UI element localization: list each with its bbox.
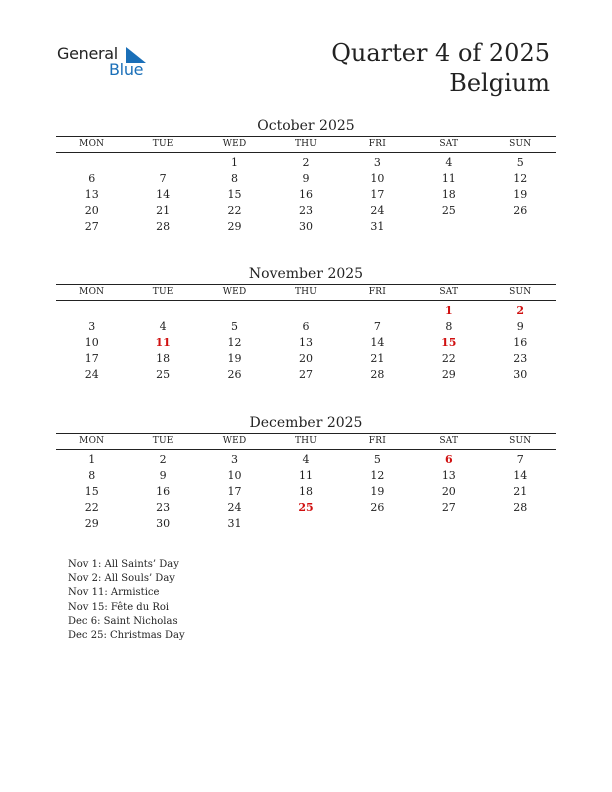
weekday-label: THU [294,287,317,297]
empty-day-cell [270,303,341,319]
weekday-label: SUN [509,436,532,446]
month-october [56,116,556,235]
day-cell: 3 [231,453,239,466]
day-cell: 23 [513,352,528,365]
weekday-header [56,285,556,301]
logo-word-general: General [57,44,118,63]
day-cell: 10 [84,336,99,349]
empty-day-cell [56,303,127,319]
day-cell: 15 [227,188,242,201]
day-cell: 1 [231,156,239,169]
empty-day-cell [485,219,556,235]
day-cell: 8 [231,172,239,185]
day-cell: 19 [513,188,528,201]
day-cell: 26 [227,368,242,381]
day-cell: 24 [227,501,242,514]
empty-day-cell [199,303,270,319]
holiday-list-item: Nov 1: All Saints’ Day [68,559,179,570]
week-row [56,187,556,203]
day-cell: 14 [513,469,528,482]
week-row [56,367,556,383]
weekday-label: FRI [368,287,386,297]
day-cell: 12 [227,336,242,349]
day-cell: 18 [298,485,313,498]
day-cell: 16 [298,188,313,201]
day-cell: 3 [88,320,96,333]
day-cell: 14 [156,188,171,201]
day-cell: 21 [156,204,171,217]
week-row [56,516,556,532]
empty-day-cell [127,303,198,319]
empty-day-cell [413,516,484,532]
week-row [56,468,556,484]
day-cell: 19 [227,352,242,365]
month-december [56,413,556,532]
day-cell: 12 [370,469,385,482]
holiday-list-item: Dec 25: Christmas Day [68,630,185,642]
weekday-label: SAT [439,139,459,149]
day-cell: 3 [373,156,381,169]
day-cell: 18 [156,352,171,365]
day-cell: 4 [159,320,167,333]
generalblue-logo [57,44,157,84]
day-cell: 8 [445,320,453,333]
day-cell: 16 [156,485,171,498]
holiday-list [68,558,185,643]
logo-word-blue: Blue [109,60,144,79]
day-cell: 27 [84,220,99,233]
week-row [56,500,556,516]
day-cell: 18 [441,188,456,201]
week-row [56,335,556,351]
day-cell: 5 [516,156,524,169]
weekday-label: THU [294,436,317,446]
day-cell: 9 [302,172,310,185]
day-cell: 5 [231,320,239,333]
month-title: November 2025 [248,266,364,282]
day-cell: 20 [441,485,456,498]
weekday-label: WED [222,436,247,446]
week-row [56,303,556,319]
weekday-label: TUE [152,287,174,297]
day-cell: 25 [441,204,456,217]
week-row [56,203,556,219]
day-cell: 1 [88,453,96,466]
holiday-list-item: Dec 6: Saint Nicholas [68,615,178,627]
weekday-label: SUN [509,139,532,149]
day-cell: 17 [227,485,242,498]
day-cell: 22 [84,501,99,514]
day-cell: 30 [298,220,313,233]
day-cell: 22 [227,204,242,217]
weekday-label: SUN [509,287,532,297]
weekday-label: MON [79,436,105,446]
day-cell: 7 [159,172,167,185]
empty-day-cell [342,516,413,532]
week-row [56,155,556,171]
holiday-day-cell: 15 [441,336,457,349]
weekday-label: TUE [152,139,174,149]
holiday-day-cell: 2 [516,304,525,317]
day-cell: 27 [441,501,456,514]
holiday-list-item: Nov 2: All Souls’ Day [68,573,175,585]
weekday-label: SAT [439,287,459,297]
empty-day-cell [270,516,341,532]
empty-day-cell [485,516,556,532]
day-cell: 30 [156,517,171,530]
weekday-label: THU [294,139,317,149]
empty-day-cell [413,219,484,235]
day-cell: 23 [156,501,171,514]
week-row [56,219,556,235]
day-cell: 12 [513,172,528,185]
day-cell: 14 [370,336,385,349]
month-title: December 2025 [249,415,363,431]
day-cell: 24 [370,204,385,217]
weekday-label: FRI [368,139,386,149]
day-cell: 7 [516,453,524,466]
day-cell: 4 [445,156,453,169]
weekday-header [56,137,556,153]
day-cell: 26 [513,204,528,217]
day-cell: 9 [159,469,167,482]
week-row [56,484,556,500]
day-cell: 31 [370,220,385,233]
weekday-label: MON [79,139,105,149]
day-cell: 15 [84,485,99,498]
holiday-day-cell: 1 [444,304,453,317]
holiday-list-item: Nov 11: Armistice [68,587,160,599]
day-cell: 10 [227,469,242,482]
page-title [331,38,550,98]
day-cell: 7 [373,320,381,333]
day-cell: 30 [513,368,528,381]
title-country: Belgium [449,69,550,97]
day-cell: 25 [156,368,171,381]
day-cell: 6 [88,172,96,185]
month-november [56,264,556,383]
day-cell: 6 [302,320,310,333]
day-cell: 10 [370,172,385,185]
holiday-day-cell: 6 [444,453,453,466]
day-cell: 29 [84,517,99,530]
holiday-day-cell: 11 [155,336,171,349]
day-cell: 21 [370,352,385,365]
day-cell: 17 [84,352,99,365]
day-cell: 4 [302,453,310,466]
day-cell: 28 [513,501,528,514]
weekday-header [56,434,556,450]
empty-day-cell [127,155,198,171]
day-cell: 8 [88,469,96,482]
day-cell: 5 [373,453,381,466]
week-row [56,319,556,335]
empty-day-cell [56,155,127,171]
weekday-label: SAT [439,436,459,446]
day-cell: 26 [370,501,385,514]
day-cell: 29 [441,368,456,381]
day-cell: 13 [298,336,313,349]
day-cell: 11 [441,172,456,185]
month-title: October 2025 [257,118,355,134]
weekday-label: WED [222,139,247,149]
week-row [56,452,556,468]
day-cell: 11 [298,469,313,482]
title-quarter: Quarter 4 of 2025 [331,39,550,67]
day-cell: 20 [84,204,99,217]
day-cell: 22 [441,352,456,365]
day-cell: 27 [298,368,313,381]
day-cell: 29 [227,220,242,233]
weekday-label: WED [222,287,247,297]
day-cell: 16 [513,336,528,349]
day-cell: 2 [302,156,310,169]
day-cell: 31 [227,517,242,530]
day-cell: 9 [516,320,524,333]
weekday-label: TUE [152,436,174,446]
day-cell: 28 [156,220,171,233]
week-row [56,171,556,187]
empty-day-cell [342,303,413,319]
day-cell: 13 [441,469,456,482]
weekday-label: MON [79,287,105,297]
weekday-label: FRI [368,436,386,446]
holiday-day-cell: 25 [298,501,314,514]
holiday-list-item: Nov 15: Fête du Roi [68,601,170,613]
day-cell: 28 [370,368,385,381]
day-cell: 19 [370,485,385,498]
day-cell: 17 [370,188,385,201]
day-cell: 24 [84,368,99,381]
day-cell: 20 [298,352,313,365]
day-cell: 13 [84,188,99,201]
week-row [56,351,556,367]
day-cell: 21 [513,485,528,498]
day-cell: 2 [159,453,167,466]
day-cell: 23 [298,204,313,217]
